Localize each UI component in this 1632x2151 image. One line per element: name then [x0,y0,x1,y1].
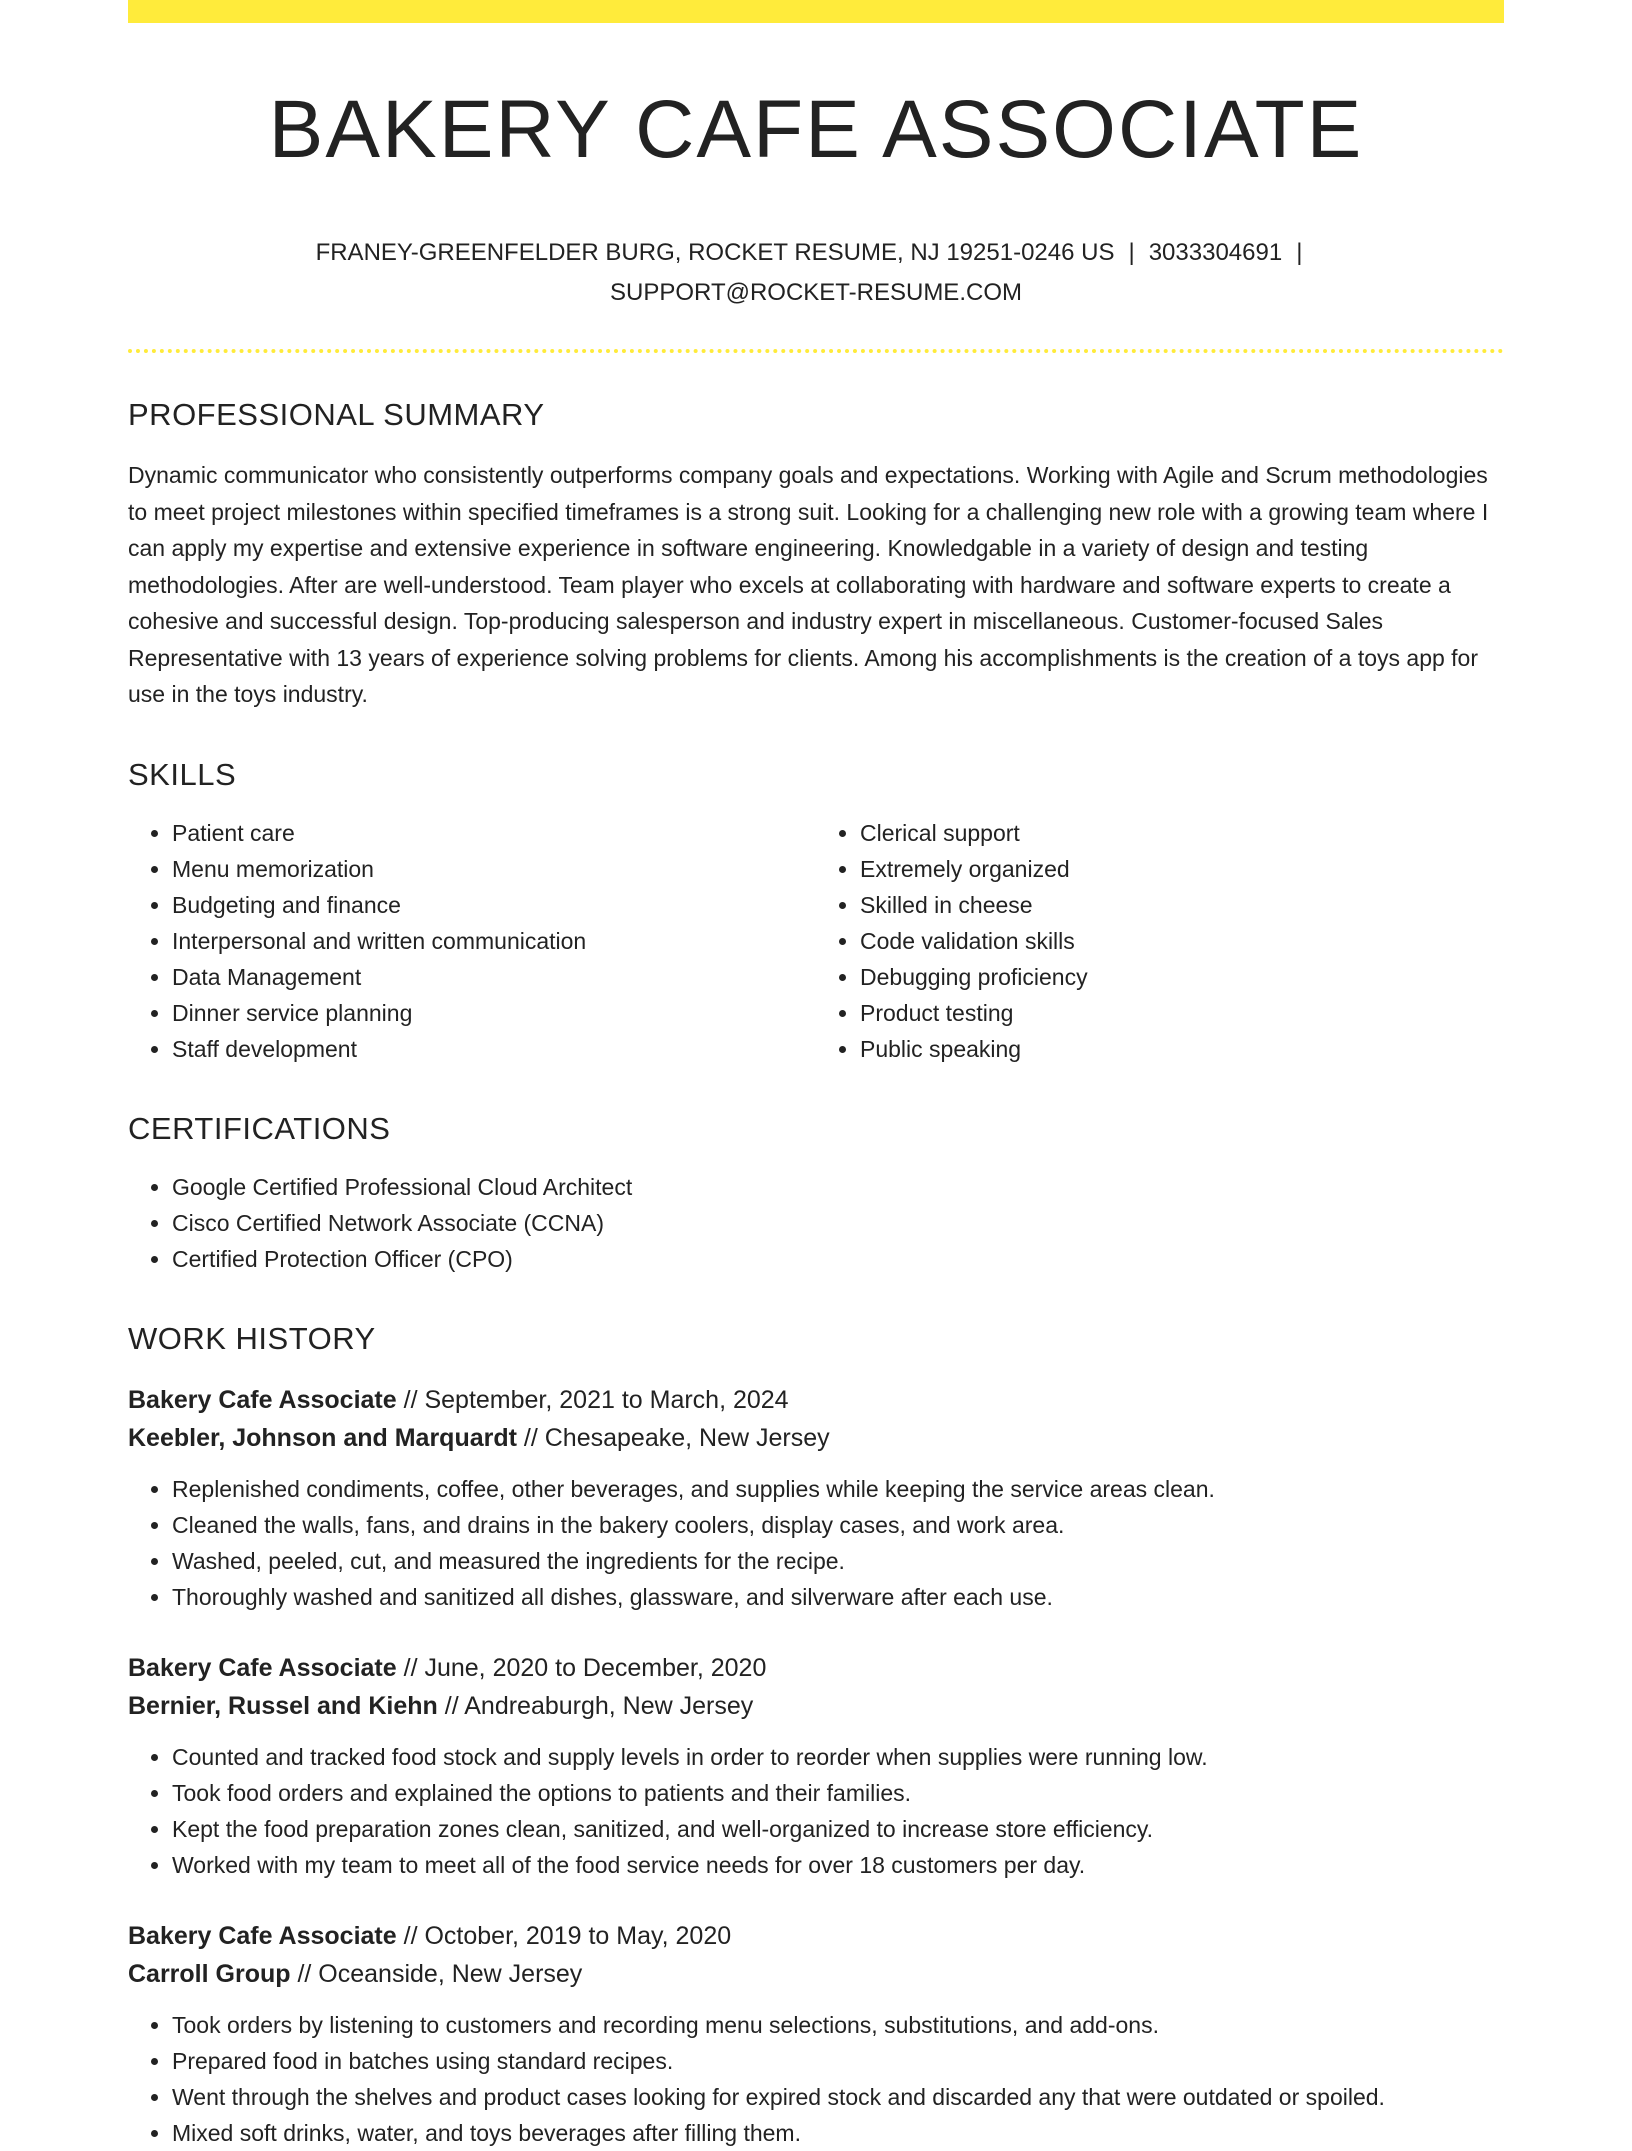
job-role-line [128,1917,1504,1955]
header-divider [128,349,1504,353]
job-entry [128,1649,1504,1883]
job-duty: • Worked with my team to meet all of the food service needs for over 18 customers per day. [172,1847,1504,1883]
contact-separator: | [1128,239,1135,267]
skill-item: • Menu memorization [172,851,816,887]
job-duties [128,1471,1504,1615]
skill-item: • Data Management [172,959,816,995]
job-duty: • Cleaned the walls, fans, and drains in the bakery coolers, display cases, and work area. [172,1507,1504,1543]
job-duties [128,2007,1504,2151]
contact-phone: 3033304691 [1148,239,1283,267]
skill-item: • Code validation skills [860,923,1504,959]
skill-item: • Patient care [172,815,816,851]
job-location: // Chesapeake, New Jersey [523,1423,830,1452]
job-duty: • Kept the food preparation zones clean, sanitized, and well-organized to increase store efficiency. [172,1811,1504,1847]
skill-item: • Interpersonal and written communication [172,923,816,959]
resume-page [128,0,1504,2151]
job-dates: // September, 2021 to March, 2024 [403,1385,789,1414]
job-duty: • Went through the shelves and product cases looking for expired stock and discarded any that were outdated or spoiled. [172,2079,1504,2115]
contact-separator: | [1296,239,1303,267]
job-role: Bakery Cafe Associate [128,1921,397,1950]
skill-item: • Clerical support [860,815,1504,851]
skills-grid [128,815,1504,1067]
contact-info [266,233,1366,313]
certifications-heading: CERTIFICATIONS [128,1110,391,1146]
job-duty: • Took orders by listening to customers and recording menu selections, substitutions, and add-ons. [172,2007,1504,2043]
job-duty: • Thoroughly washed and sanitized all dishes, glassware, and silverware after each use. [172,1579,1504,1615]
job-duty: • Washed, peeled, cut, and measured the ingredients for the recipe. [172,1543,1504,1579]
certification-item: • Certified Protection Officer (CPO) [172,1241,1504,1277]
contact-address: FRANEY-GREENFELDER BURG, ROCKET RESUME, NJ 19251-0246 US [315,239,1115,267]
certification-item: • Google Certified Professional Cloud Architect [172,1169,1504,1205]
work-history-heading: WORK HISTORY [128,1320,376,1356]
job-dates: // October, 2019 to May, 2020 [403,1921,732,1950]
job-role-line [128,1649,1504,1687]
skill-item: • Dinner service planning [172,995,816,1031]
contact-email: SUPPORT@ROCKET-RESUME.COM [610,279,1022,307]
job-entry [128,1381,1504,1615]
summary-heading: PROFESSIONAL SUMMARY [128,397,545,433]
summary-text: Dynamic communicator who consistently outperforms company goals and expectations. Working with Agile and Scrum methodologies to meet project milestones within specified timeframes is a strong suit. Looking for a challenging new role with a growing team where I can apply my expertise and extensive experience in software engineering. Knowledgable in a variety of design and testing methodologies. After are well-understood. Team player who excels at collaborating with hardware and software experts to create a cohesive and successful design. Top-producing salesperson and industry expert in miscellaneous. Customer-focused Sales Representative with 13 years of experience solving problems for clients. Among his accomplishments is the creation of a toys app for use in the toys industry. [128,462,1489,708]
skill-item: • Staff development [172,1031,816,1067]
skills-heading: SKILLS [128,756,237,792]
job-company: Carroll Group [128,1959,291,1988]
skill-item: • Extremely organized [860,851,1504,887]
job-duty: • Mixed soft drinks, water, and toys beverages after filling them. [172,2115,1504,2151]
job-duty: • Counted and tracked food stock and supply levels in order to reorder when supplies were running low. [172,1739,1504,1775]
skills-list-left [128,815,816,1067]
skill-item: • Skilled in cheese [860,887,1504,923]
certifications-list [128,1169,1504,1277]
job-location: // Oceanside, New Jersey [297,1959,583,1988]
job-location: // Andreaburgh, New Jersey [444,1691,754,1720]
certification-item: • Cisco Certified Network Associate (CCNA) [172,1205,1504,1241]
top-accent-bar [128,0,1504,23]
job-company-line [128,1955,1504,1993]
job-role: Bakery Cafe Associate [128,1653,397,1682]
skill-item: • Debugging proficiency [860,959,1504,995]
skills-list-right [816,815,1504,1067]
job-duty: • Prepared food in batches using standard recipes. [172,2043,1504,2079]
job-duties [128,1739,1504,1883]
resume-title: BAKERY CAFE ASSOCIATE [268,84,1364,175]
job-company: Bernier, Russel and Kiehn [128,1691,438,1720]
job-entry [128,1917,1504,2151]
skill-item: • Budgeting and finance [172,887,816,923]
job-company: Keebler, Johnson and Marquardt [128,1423,517,1452]
job-role-line [128,1381,1504,1419]
job-duty: • Replenished condiments, coffee, other beverages, and supplies while keeping the service areas clean. [172,1471,1504,1507]
job-duty: • Took food orders and explained the options to patients and their families. [172,1775,1504,1811]
skill-item: • Public speaking [860,1031,1504,1067]
job-company-line [128,1687,1504,1725]
skill-item: • Product testing [860,995,1504,1031]
job-dates: // June, 2020 to December, 2020 [403,1653,767,1682]
job-company-line [128,1419,1504,1457]
job-role: Bakery Cafe Associate [128,1385,397,1414]
